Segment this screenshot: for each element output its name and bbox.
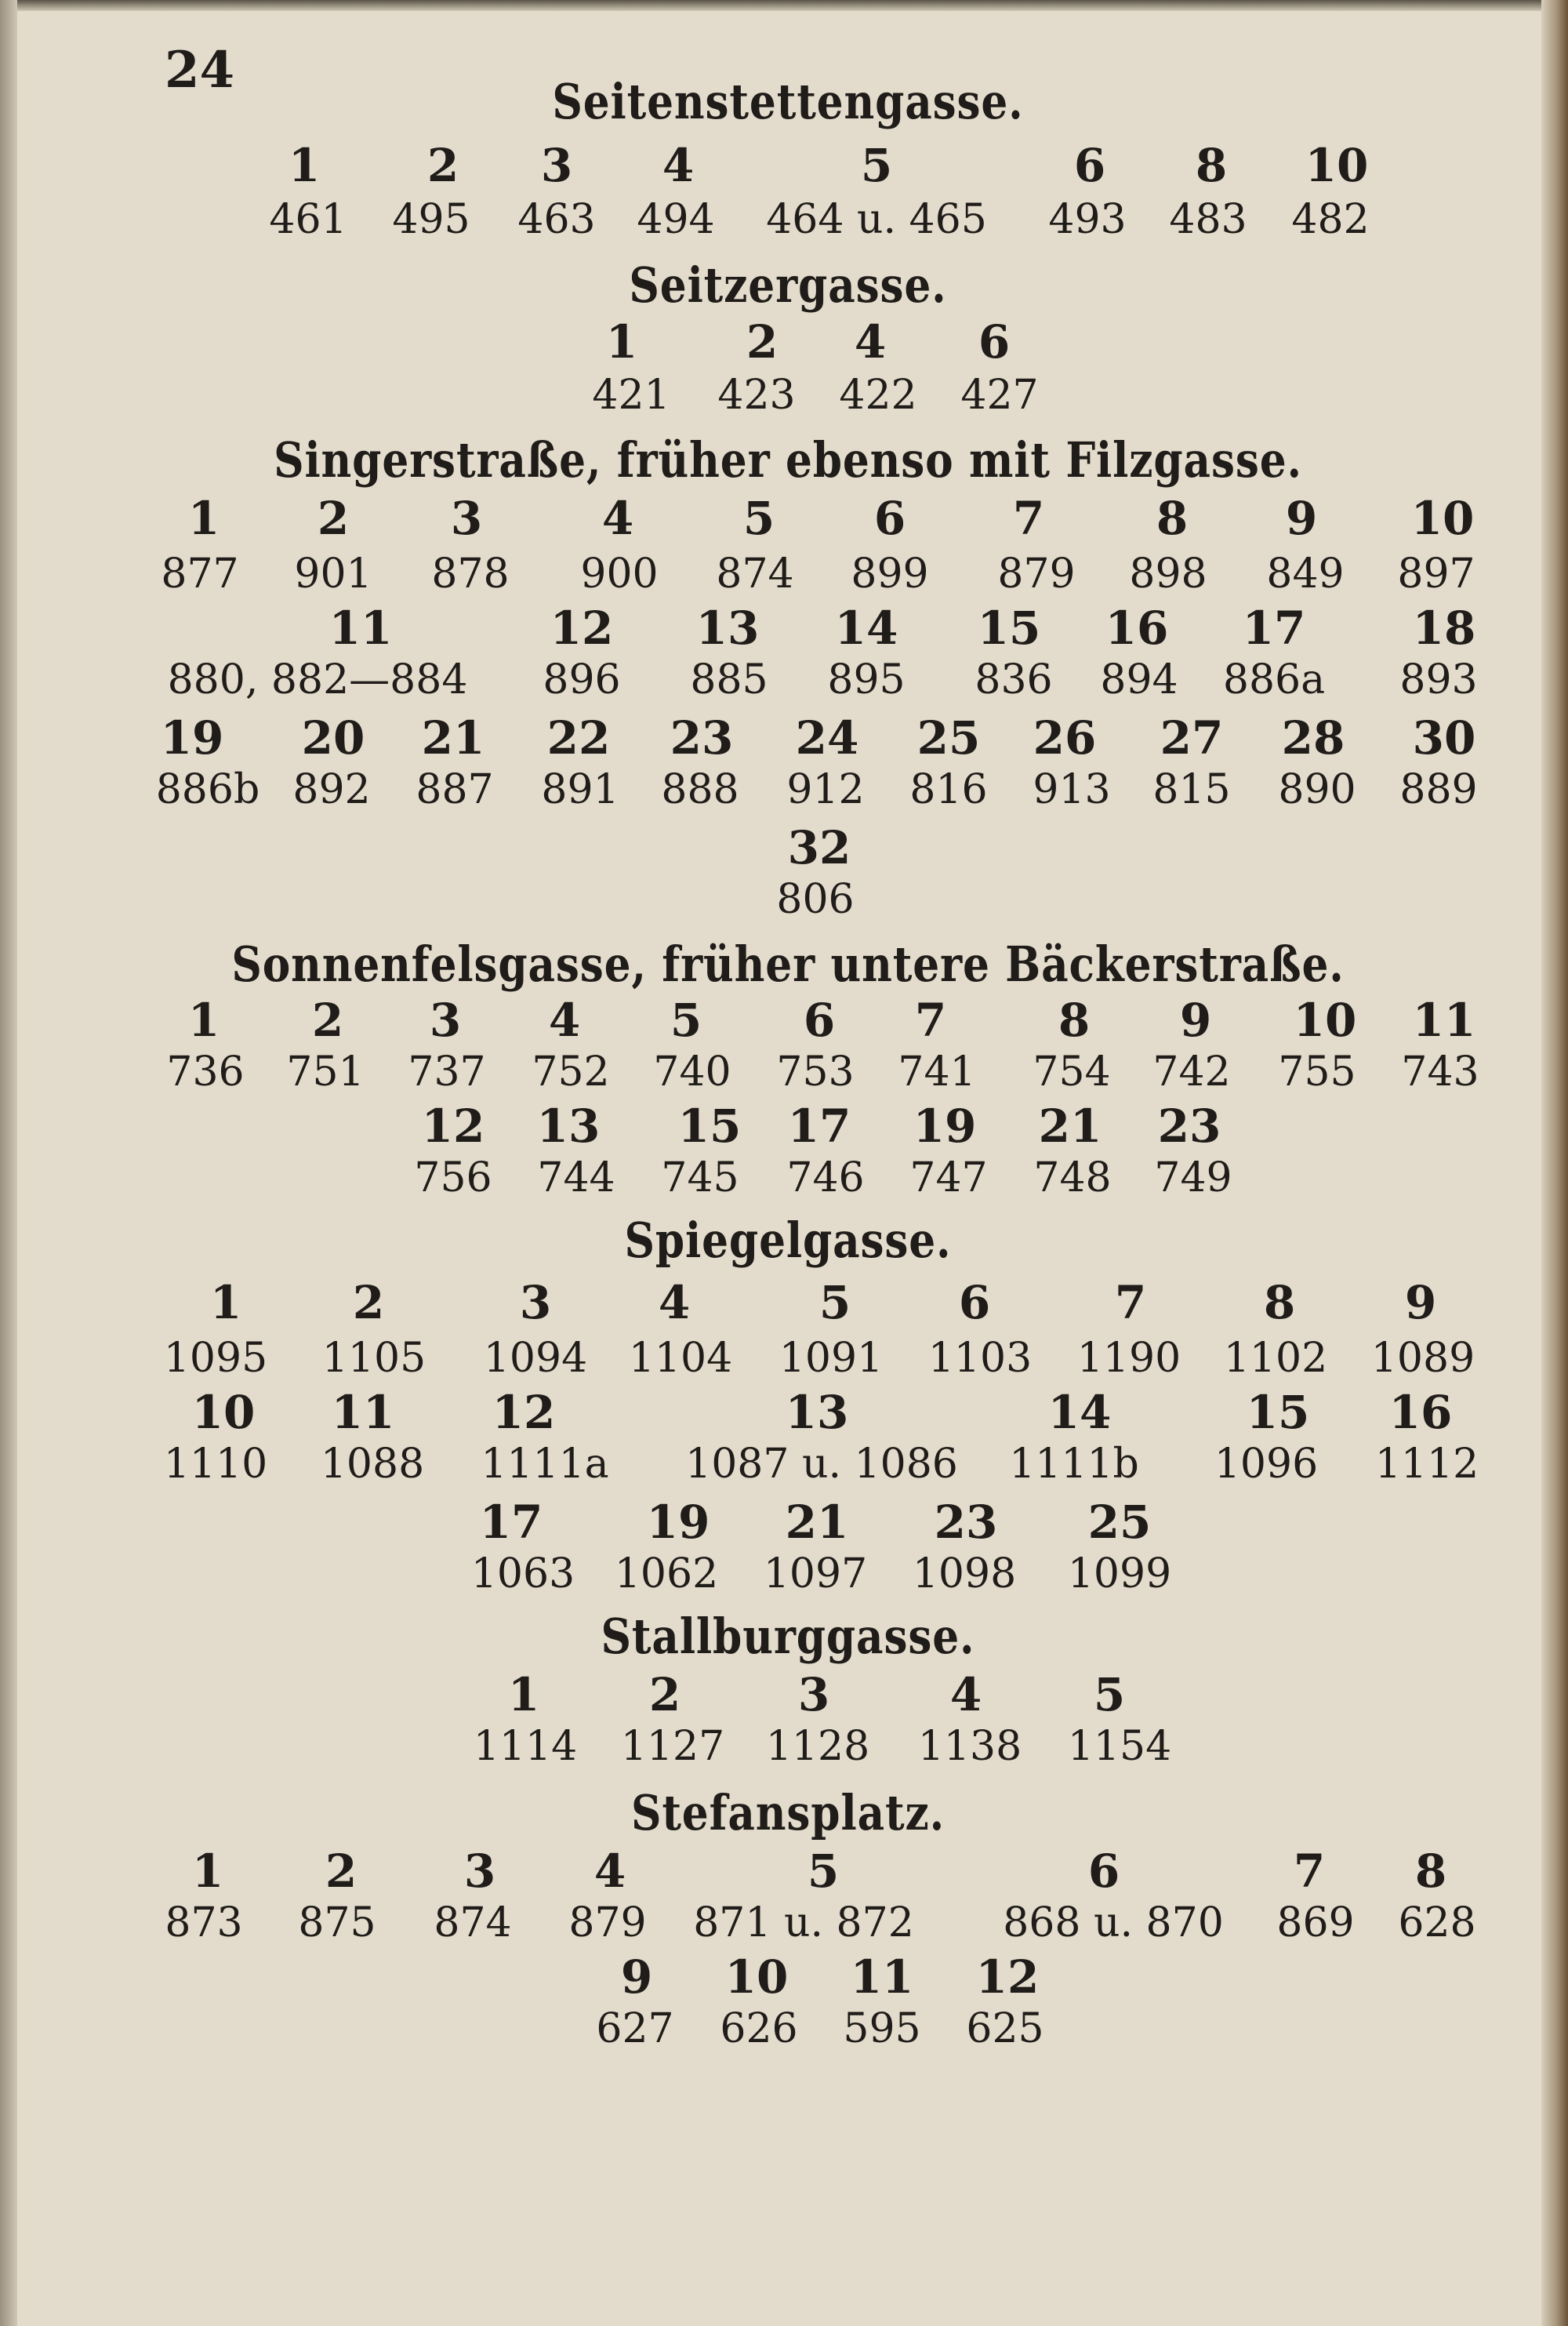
house-number: 2: [325, 1844, 358, 1898]
house-number: 17: [787, 1099, 851, 1153]
house-number: 14: [834, 601, 898, 655]
old-numbers-row: [0, 766, 1568, 821]
house-number: 10: [1410, 492, 1475, 545]
house-number: 12: [550, 601, 614, 655]
conscription-number: 1128: [765, 1723, 870, 1770]
house-number: 8: [1414, 1844, 1447, 1898]
old-numbers-row: [0, 1723, 1568, 1778]
house-number: 15: [1246, 1386, 1310, 1439]
house-number: 6: [803, 994, 836, 1047]
conscription-number: 891: [541, 766, 619, 813]
house-number: 4: [593, 1844, 626, 1898]
conscription-number: 748: [1033, 1154, 1112, 1201]
conscription-number: 751: [286, 1049, 365, 1096]
conscription-number: 899: [851, 551, 929, 598]
new-numbers-row: [0, 492, 1568, 547]
conscription-number: 463: [517, 196, 596, 243]
house-number: 26: [1033, 711, 1097, 765]
house-number: 11: [328, 601, 393, 655]
old-numbers-row: [0, 1154, 1568, 1209]
conscription-number: 595: [843, 2005, 921, 2052]
house-number: 11: [1412, 994, 1476, 1047]
house-number: 3: [540, 139, 573, 192]
house-number: 12: [975, 1950, 1040, 2004]
conscription-number: 1138: [917, 1723, 1022, 1770]
house-number: 1: [288, 139, 321, 192]
conscription-number: 1110: [163, 1441, 268, 1488]
conscription-number: 747: [909, 1154, 988, 1201]
conscription-number: 626: [720, 2005, 798, 2052]
house-number: 2: [317, 492, 350, 545]
conscription-number: 897: [1397, 551, 1475, 598]
street-heading-stefansplatz: Stefansplatz.: [630, 1784, 946, 1841]
conscription-number: 815: [1152, 766, 1231, 813]
conscription-number: 913: [1033, 766, 1111, 813]
house-number: 5: [818, 1276, 851, 1329]
house-number: 9: [1285, 492, 1318, 545]
house-number: 3: [450, 492, 483, 545]
house-number: 6: [1073, 139, 1106, 192]
house-number: 10: [1293, 994, 1357, 1047]
new-numbers-row: [0, 1276, 1568, 1331]
conscription-number: 740: [653, 1049, 731, 1096]
conscription-number: 736: [166, 1049, 245, 1096]
conscription-number: 737: [408, 1049, 486, 1096]
old-numbers-row: [0, 1441, 1568, 1496]
old-numbers-row: [0, 2005, 1568, 2060]
street-heading-spiegelgasse: Spiegelgasse.: [624, 1212, 952, 1269]
conscription-number: 1114: [473, 1723, 578, 1770]
house-number: 8: [1156, 492, 1189, 545]
new-numbers-row: [0, 1844, 1568, 1899]
old-numbers-row: [0, 551, 1568, 605]
house-number: 4: [601, 492, 634, 545]
conscription-number: 1103: [927, 1335, 1033, 1382]
house-number: 6: [978, 315, 1011, 369]
conscription-number: 871 u. 872: [693, 1899, 914, 1946]
house-number: 12: [492, 1386, 556, 1439]
house-number: 25: [1087, 1496, 1152, 1549]
house-number: 2: [352, 1276, 385, 1329]
conscription-number: 885: [690, 656, 768, 703]
new-numbers-row: [0, 1386, 1568, 1441]
conscription-number: 421: [592, 372, 670, 419]
conscription-number: 1095: [163, 1335, 268, 1382]
street-heading-singerstrasse: Singerstraße, früher ebenso mit Filzgasse.: [274, 431, 1302, 489]
old-numbers-row: [0, 372, 1568, 427]
house-number: 10: [724, 1950, 789, 2004]
new-numbers-row: [0, 315, 1568, 370]
house-number: 23: [934, 1496, 998, 1549]
house-number: 23: [670, 711, 734, 765]
house-number: 1: [187, 492, 220, 545]
house-number: 2: [746, 315, 779, 369]
conscription-number: 627: [596, 2005, 674, 2052]
new-numbers-row: [0, 601, 1568, 656]
house-number: 7: [1293, 1844, 1326, 1898]
house-number: 1: [187, 994, 220, 1047]
house-number: 16: [1105, 601, 1169, 655]
house-number: 14: [1047, 1386, 1112, 1439]
house-number: 21: [1038, 1099, 1102, 1153]
house-number: 4: [548, 994, 581, 1047]
house-number: 5: [807, 1844, 840, 1898]
conscription-number: 427: [960, 372, 1039, 419]
page-number: 24: [165, 41, 235, 100]
conscription-number: 869: [1276, 1899, 1355, 1946]
house-number: 8: [1058, 994, 1091, 1047]
old-numbers-row: [0, 656, 1568, 711]
house-number: 15: [677, 1099, 742, 1153]
conscription-number: 461: [269, 196, 347, 243]
conscription-number: 745: [661, 1154, 739, 1201]
house-number: 1: [605, 315, 638, 369]
conscription-number: 879: [997, 551, 1076, 598]
conscription-number: 890: [1278, 766, 1356, 813]
conscription-number: 1063: [470, 1550, 575, 1597]
house-number: 17: [1242, 601, 1306, 655]
house-number: 1: [507, 1668, 540, 1721]
conscription-number: 754: [1033, 1049, 1111, 1096]
house-number: 27: [1160, 711, 1224, 765]
conscription-number: 912: [786, 766, 865, 813]
old-numbers-row: [0, 1550, 1568, 1605]
old-numbers-row: [0, 1049, 1568, 1103]
house-number: 12: [421, 1099, 485, 1153]
conscription-number: 894: [1100, 656, 1178, 703]
conscription-number: 483: [1169, 196, 1247, 243]
conscription-number: 752: [532, 1049, 610, 1096]
new-numbers-row: [0, 1668, 1568, 1723]
conscription-number: 900: [580, 551, 659, 598]
house-number: 13: [785, 1386, 849, 1439]
conscription-number: 493: [1048, 196, 1127, 243]
house-number: 19: [646, 1496, 710, 1549]
house-number: 1: [209, 1276, 242, 1329]
conscription-number: 836: [975, 656, 1053, 703]
house-number: 17: [479, 1496, 543, 1549]
street-heading-sonnenfelsgasse: Sonnenfelsgasse, früher untere Bäckerstraße.: [231, 936, 1345, 993]
new-numbers-row: [0, 994, 1568, 1049]
house-number: 9: [620, 1950, 653, 2004]
conscription-number: 494: [637, 196, 715, 243]
house-number: 25: [916, 711, 981, 765]
house-number: 20: [301, 711, 365, 765]
street-heading-stallburggasse: Stallburggasse.: [601, 1608, 975, 1665]
conscription-number: 892: [292, 766, 371, 813]
house-number: 10: [1305, 139, 1369, 192]
new-numbers-row: [0, 821, 1568, 876]
page-top-edge: [0, 0, 1568, 11]
house-number: 10: [191, 1386, 256, 1439]
house-number: 28: [1281, 711, 1345, 765]
conscription-number: 887: [416, 766, 494, 813]
conscription-number: 874: [434, 1899, 512, 1946]
new-numbers-row: [0, 1099, 1568, 1154]
house-number: 11: [850, 1950, 914, 2004]
house-number: 5: [1093, 1668, 1126, 1721]
conscription-number: 1127: [620, 1723, 725, 1770]
house-number: 21: [421, 711, 485, 765]
conscription-number: 816: [909, 766, 988, 813]
conscription-number: 464 u. 465: [766, 196, 987, 243]
conscription-number: 742: [1152, 1049, 1231, 1096]
conscription-number: 888: [661, 766, 739, 813]
house-number: 21: [785, 1496, 849, 1549]
new-numbers-row: [0, 1950, 1568, 2005]
conscription-number: 898: [1129, 551, 1207, 598]
house-number: 2: [311, 994, 344, 1047]
house-number: 4: [662, 139, 695, 192]
conscription-number: 1089: [1370, 1335, 1475, 1382]
conscription-number: 849: [1266, 551, 1345, 598]
conscription-number: 743: [1401, 1049, 1479, 1096]
conscription-number: 875: [298, 1899, 376, 1946]
new-numbers-row: [0, 1496, 1568, 1550]
conscription-number: 1104: [628, 1335, 733, 1382]
conscription-number: 628: [1398, 1899, 1476, 1946]
house-number: 7: [1114, 1276, 1147, 1329]
house-number: 3: [519, 1276, 552, 1329]
conscription-number: 878: [431, 551, 510, 598]
conscription-number: 1096: [1214, 1441, 1319, 1488]
conscription-number: 625: [966, 2005, 1044, 2052]
house-number: 16: [1388, 1386, 1453, 1439]
house-number: 6: [873, 492, 906, 545]
house-number: 1: [191, 1844, 224, 1898]
conscription-number: 1097: [763, 1550, 868, 1597]
conscription-number: 1190: [1076, 1335, 1181, 1382]
new-numbers-row: [0, 139, 1568, 194]
house-number: 7: [1012, 492, 1045, 545]
house-number: 18: [1412, 601, 1476, 655]
house-number: 4: [658, 1276, 691, 1329]
old-numbers-row: [0, 1899, 1568, 1954]
conscription-number: 868 u. 870: [1003, 1899, 1224, 1946]
house-number: 3: [463, 1844, 496, 1898]
street-heading-seitzergasse: Seitzergasse.: [629, 256, 947, 314]
conscription-number: 1105: [321, 1335, 426, 1382]
conscription-number: 880, 882—884: [167, 656, 468, 703]
conscription-number: 423: [717, 372, 796, 419]
conscription-number: 1088: [320, 1441, 425, 1488]
house-number: 9: [1179, 994, 1212, 1047]
conscription-number: 744: [537, 1154, 615, 1201]
conscription-number: 893: [1399, 656, 1478, 703]
conscription-number: 879: [568, 1899, 647, 1946]
conscription-number: 1094: [483, 1335, 588, 1382]
house-number: 11: [331, 1386, 395, 1439]
conscription-number: 1111a: [481, 1441, 609, 1488]
conscription-number: 901: [294, 551, 372, 598]
conscription-number: 1062: [614, 1550, 719, 1597]
house-number: 3: [797, 1668, 830, 1721]
house-number: 30: [1412, 711, 1476, 765]
house-number: 2: [426, 139, 459, 192]
conscription-number: 495: [392, 196, 470, 243]
conscription-number: 886b: [155, 766, 260, 813]
house-number: 4: [949, 1668, 982, 1721]
house-number: 6: [958, 1276, 991, 1329]
conscription-number: 895: [827, 656, 906, 703]
conscription-number: 1091: [779, 1335, 884, 1382]
conscription-number: 1111b: [1009, 1441, 1139, 1488]
conscription-number: 873: [165, 1899, 243, 1946]
house-number: 7: [914, 994, 947, 1047]
conscription-number: 741: [898, 1049, 976, 1096]
conscription-number: 806: [776, 876, 855, 923]
conscription-number: 1087 u. 1086: [685, 1441, 958, 1488]
conscription-number: 749: [1154, 1154, 1232, 1201]
house-number: 4: [854, 315, 887, 369]
house-number: 2: [648, 1668, 681, 1721]
conscription-number: 1102: [1223, 1335, 1328, 1382]
house-number: 6: [1087, 1844, 1120, 1898]
house-number: 24: [795, 711, 859, 765]
conscription-number: 1098: [912, 1550, 1017, 1597]
conscription-number: 1154: [1067, 1723, 1172, 1770]
conscription-number: 886a: [1222, 656, 1326, 703]
house-number: 3: [429, 994, 462, 1047]
house-number: 15: [977, 601, 1041, 655]
old-numbers-row: [0, 876, 1568, 931]
street-heading-seitenstettengasse: Seitenstettengasse.: [552, 73, 1024, 130]
house-number: 5: [670, 994, 702, 1047]
house-number: 13: [536, 1099, 601, 1153]
conscription-number: 746: [786, 1154, 865, 1201]
conscription-number: 889: [1399, 766, 1478, 813]
conscription-number: 1112: [1374, 1441, 1479, 1488]
house-number: 5: [742, 492, 775, 545]
house-number: 19: [913, 1099, 977, 1153]
house-number: 32: [787, 821, 851, 874]
conscription-number: 422: [839, 372, 917, 419]
conscription-number: 755: [1278, 1049, 1356, 1096]
house-number: 5: [860, 139, 893, 192]
house-number: 8: [1195, 139, 1228, 192]
conscription-number: 896: [543, 656, 621, 703]
house-number: 23: [1157, 1099, 1221, 1153]
new-numbers-row: [0, 711, 1568, 766]
conscription-number: 756: [414, 1154, 492, 1201]
house-number: 22: [546, 711, 611, 765]
conscription-number: 482: [1291, 196, 1370, 243]
house-number: 8: [1263, 1276, 1296, 1329]
house-number: 13: [695, 601, 760, 655]
conscription-number: 753: [776, 1049, 855, 1096]
old-numbers-row: [0, 196, 1568, 251]
conscription-number: 877: [161, 551, 239, 598]
conscription-number: 1099: [1067, 1550, 1172, 1597]
house-number: 9: [1404, 1276, 1437, 1329]
old-numbers-row: [0, 1335, 1568, 1390]
conscription-number: 874: [716, 551, 794, 598]
house-number: 19: [160, 711, 224, 765]
